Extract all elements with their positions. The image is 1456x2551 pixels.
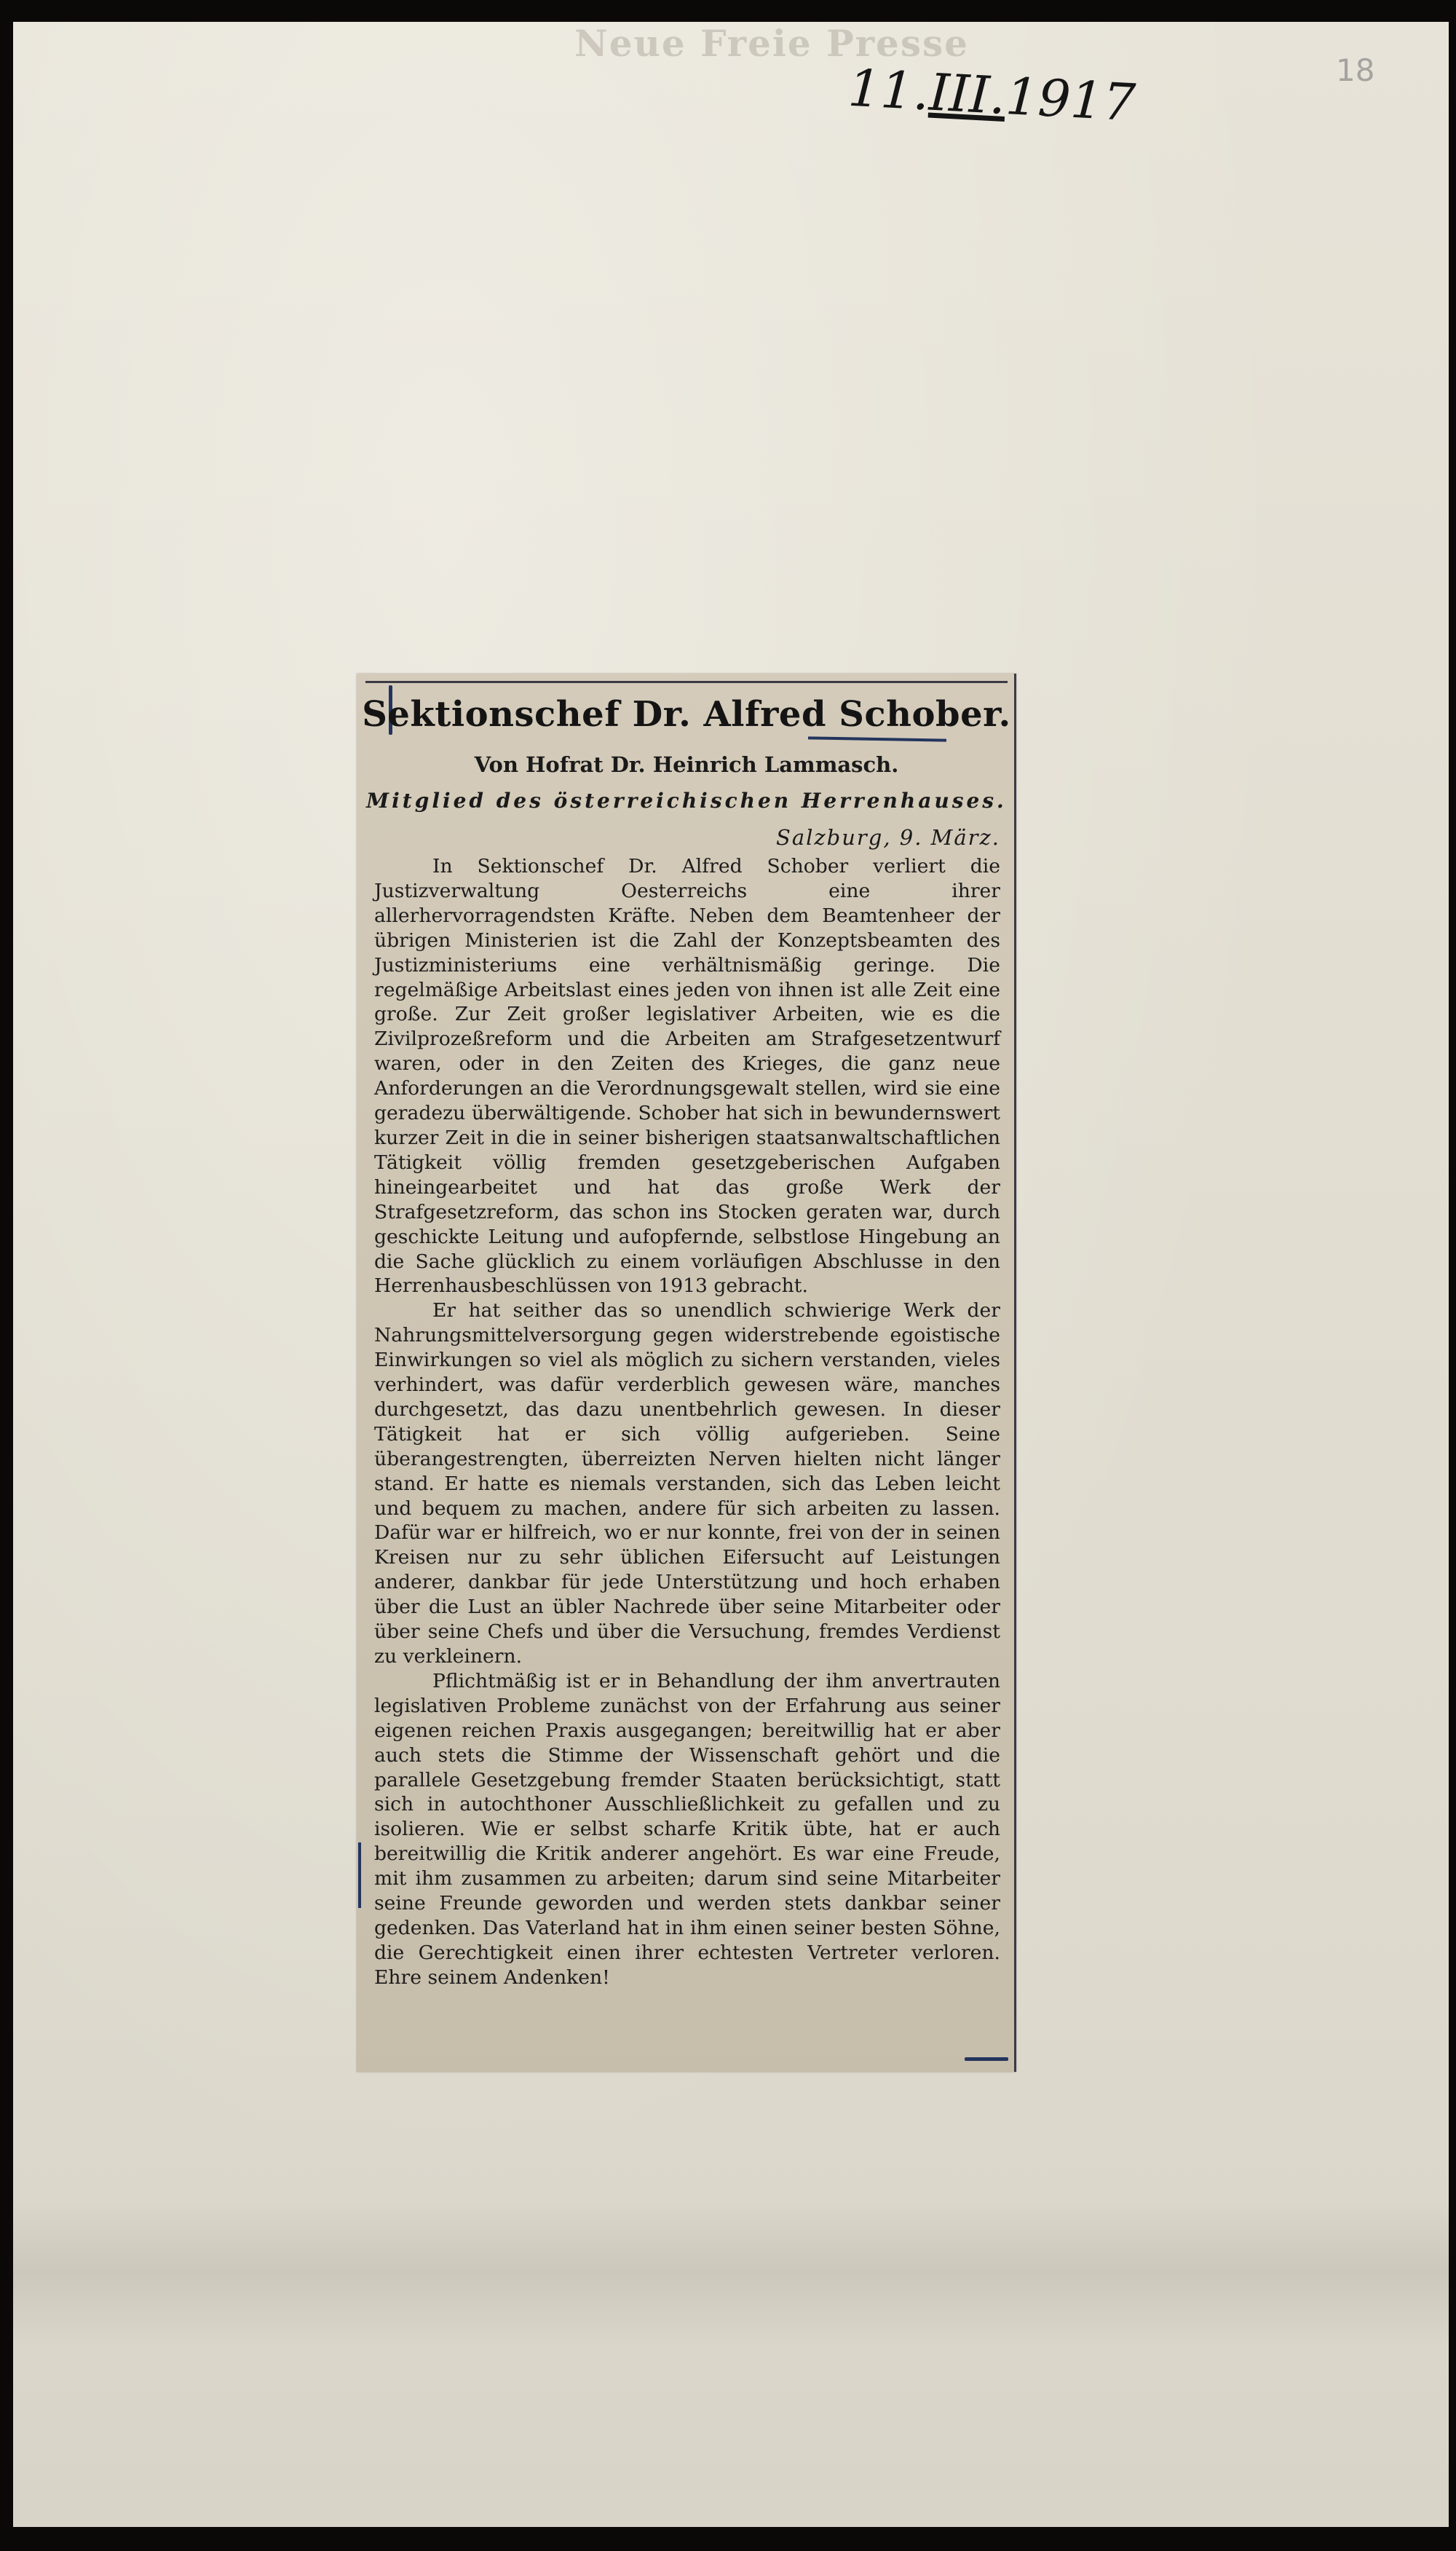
article-paragraph-1: In Sektionschef Dr. Alfred Schober verliert die Justizverwaltung Oesterreichs eine ihrer allerhervorragendsten Kräfte. Neben dem Beamtenheer der übrigen Ministerien ist die Zahl der Konzeptsbeamten des Justizministeriums eine verhältnismäßig geringe. Die regelmäßige Arbeitslast eines jeden von ihnen ist alle Zeit eine große. Zur Zeit großer legislativer Arbeiten, wie es die Zivilprozeßreform und die Arbeiten am Strafgesetzentwurf waren, oder in den Zeiten des Krieges, die ganz neue Anforderungen an die Verordnungsgewalt stellen, wird sie eine geradezu überwältigende. Schober hat sich in bewundernswert kurzer Zeit in die in seiner bisherigen staatsanwaltschaftlichen Tätigkeit völlig fremden gesetzgeberischen Aufgaben hineingearbeitet und hat das große Werk der Strafgesetzreform, das schon ins Stocken geraten war, durch geschickte Leitung und aufopfernde, selbstlose Hingebung an die Sache glücklich zu einem vorläufigen Abschlusse in den Herrenhausbeschlüssen von 1913 gebracht. [374, 855, 1000, 1298]
pen-mark-end [965, 2057, 1008, 2061]
author-affiliation: Mitglied des österreichischen Herrenhauses. [366, 789, 1007, 813]
newspaper-name-stamp: Neue Freie Presse [574, 22, 969, 65]
article-body [374, 854, 1000, 1990]
article-dateline: Salzburg, 9. März. [775, 825, 1000, 850]
top-rule [365, 681, 1008, 683]
column-rule [1014, 674, 1016, 2072]
date-year: 1917 [1004, 66, 1137, 133]
article-headline: Sektionschef Dr. Alfred Schober. [362, 694, 1011, 735]
article-paragraph-3: Pflichtmäßig ist er in Behandlung der ihm anvertrauten legislativen Probleme zunächst von der Erfahrung aus seiner eigenen reichen Praxis ausgegangen; bereitwillig hat er aber auch stets die Stimme der Wissenschaft gehört und die parallele Gesetzgebung fremder Staaten berücksichtigt, statt sich in autochthoner Ausschließlichkeit zu gefallen und zu isolieren. Wie er selbst scharfe Kritik übte, hat er auch bereitwillig die Kritik anderer angehört. Es war eine Freude, mit ihm zusammen zu arbeiten; darum sind seine Mitarbeiter seine Freunde geworden und werden stets dankbar seiner gedenken. Das Vaterland hat in ihm einen seiner besten Söhne, die Gerechtigkeit einen ihrer echtesten Vertreter verloren. Ehre seinem Andenken! [374, 1669, 1000, 1989]
headline-pen-underline [808, 736, 946, 741]
date-month: III. [927, 62, 1008, 126]
page-number: 18 [1336, 52, 1375, 88]
article-byline: Von Hofrat Dr. Heinrich Lammasch. [474, 752, 899, 777]
fold-shadow [13, 2199, 1449, 2345]
pen-mark-margin [358, 1842, 361, 1908]
newspaper-clipping [357, 674, 1016, 2072]
article-paragraph-2: Er hat seither das so unendlich schwierige Werk der Nahrungsmittelversorgung gegen widerstrebende egoistische Einwirkungen so viel als möglich zu sichern verstanden, vieles verhindert, was dafür verderblich gewesen wäre, manches durchgesetzt, das dazu unentbehrlich gewesen. In dieser Tätigkeit hat er sich völlig aufgerieben. Seine überangestrengten, überreizten Nerven hielten nicht länger stand. Er hatte es niemals verstanden, sich das Leben leicht und bequem zu machen, andere für sich arbeiten zu lassen. Dafür war er hilfreich, wo er nur konnte, frei von der in seinen Kreisen nur zu sehr üblichen Eifersucht auf Leistungen anderer, dankbar für jede Unterstützung und hoch erhaben über die Lust an übler Nachrede über seine Mitarbeiter oder über seine Chefs und über die Versuchung, fremdes Verdienst zu verkleinern. [374, 1299, 1000, 1668]
date-day: 11. [847, 58, 931, 122]
